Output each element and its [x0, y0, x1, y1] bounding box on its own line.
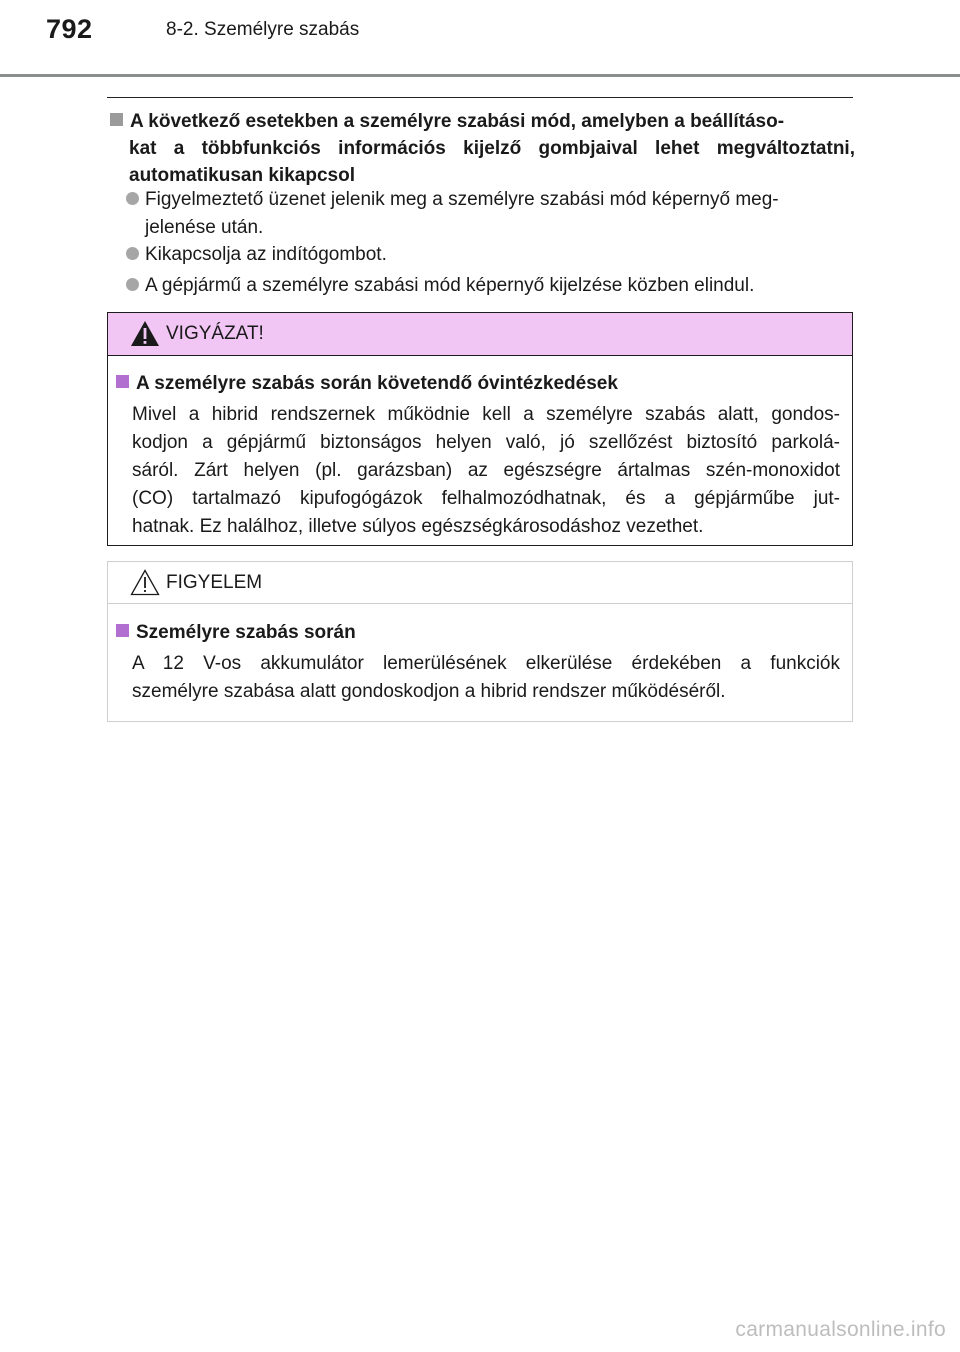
bullet-1-line-2: jelenése után. — [145, 217, 264, 238]
list-item — [126, 241, 855, 269]
heading-line-2: kat a többfunkciós információs kijelző gombjaival lehet megváltoztatni, — [129, 138, 855, 159]
notice-body-line: A 12 V-os akkumulátor lemerülésének elkerülése érdekében a funkciók — [132, 653, 840, 674]
caution-body-line: hatnak. Ez halálhoz, illetve súlyos egészségkárosodáshoz vezethet. — [132, 516, 704, 537]
square-bullet-icon — [110, 113, 123, 126]
content-top-rule — [107, 97, 853, 98]
caution-header — [108, 313, 852, 356]
caution-box — [107, 312, 853, 546]
list-item — [126, 272, 855, 300]
notice-body-line: személyre szabása alatt gondoskodjon a hibrid rendszer működéséről. — [132, 681, 726, 702]
header-divider — [0, 74, 960, 77]
notice-box — [107, 561, 853, 722]
bullet-3-text: A gépjármű a személyre szabási mód képernyő kijelzése közben elindul. — [145, 275, 755, 296]
caution-body — [132, 401, 840, 541]
caution-body-line: (CO) tartalmazó kipufogógázok felhalmozódhatnak, és a gépjárműbe jut- — [132, 488, 840, 509]
heading-line-1: A következő esetekben a személyre szabási mód, amelyben a beállításo- — [130, 111, 785, 132]
warning-triangle-outline-icon — [130, 569, 160, 596]
heading-line-3: automatikusan kikapcsol — [129, 165, 355, 186]
caution-title: VIGYÁZAT! — [166, 323, 264, 344]
circle-bullet-icon — [126, 278, 139, 291]
section-title: 8-2. Személyre szabás — [166, 19, 360, 40]
caution-body-line: kodjon a gépjármű biztonságos helyen való, jó szellőzést biztosító parkolá- — [132, 432, 840, 453]
notice-title: FIGYELEM — [166, 572, 263, 593]
page-number: 792 — [46, 14, 93, 44]
main-heading — [110, 108, 855, 189]
bullet-1-line-1: Figyelmeztető üzenet jelenik meg a személyre szabási mód képernyő meg- — [145, 189, 779, 210]
list-item — [126, 186, 855, 242]
circle-bullet-icon — [126, 192, 139, 205]
square-bullet-icon — [116, 624, 129, 637]
caution-body-line: Mivel a hibrid rendszernek működnie kell a személyre szabás alatt, gondos- — [132, 404, 840, 425]
watermark-text: carmanualsonline.info — [735, 1318, 946, 1341]
circle-bullet-icon — [126, 247, 139, 260]
notice-body — [132, 650, 840, 706]
bullet-2-text: Kikapcsolja az indítógombot. — [145, 244, 387, 265]
page-header — [0, 0, 960, 78]
warning-triangle-filled-icon — [130, 320, 160, 347]
caution-subheading: A személyre szabás során követendő óvintézkedések — [116, 373, 618, 395]
square-bullet-icon — [116, 375, 129, 388]
notice-header — [108, 562, 852, 604]
caution-body-line: sáról. Zárt helyen (pl. garázsban) az egészségre ártalmas szén-monoxidot — [132, 460, 840, 481]
notice-subheading: Személyre szabás során — [116, 622, 356, 644]
